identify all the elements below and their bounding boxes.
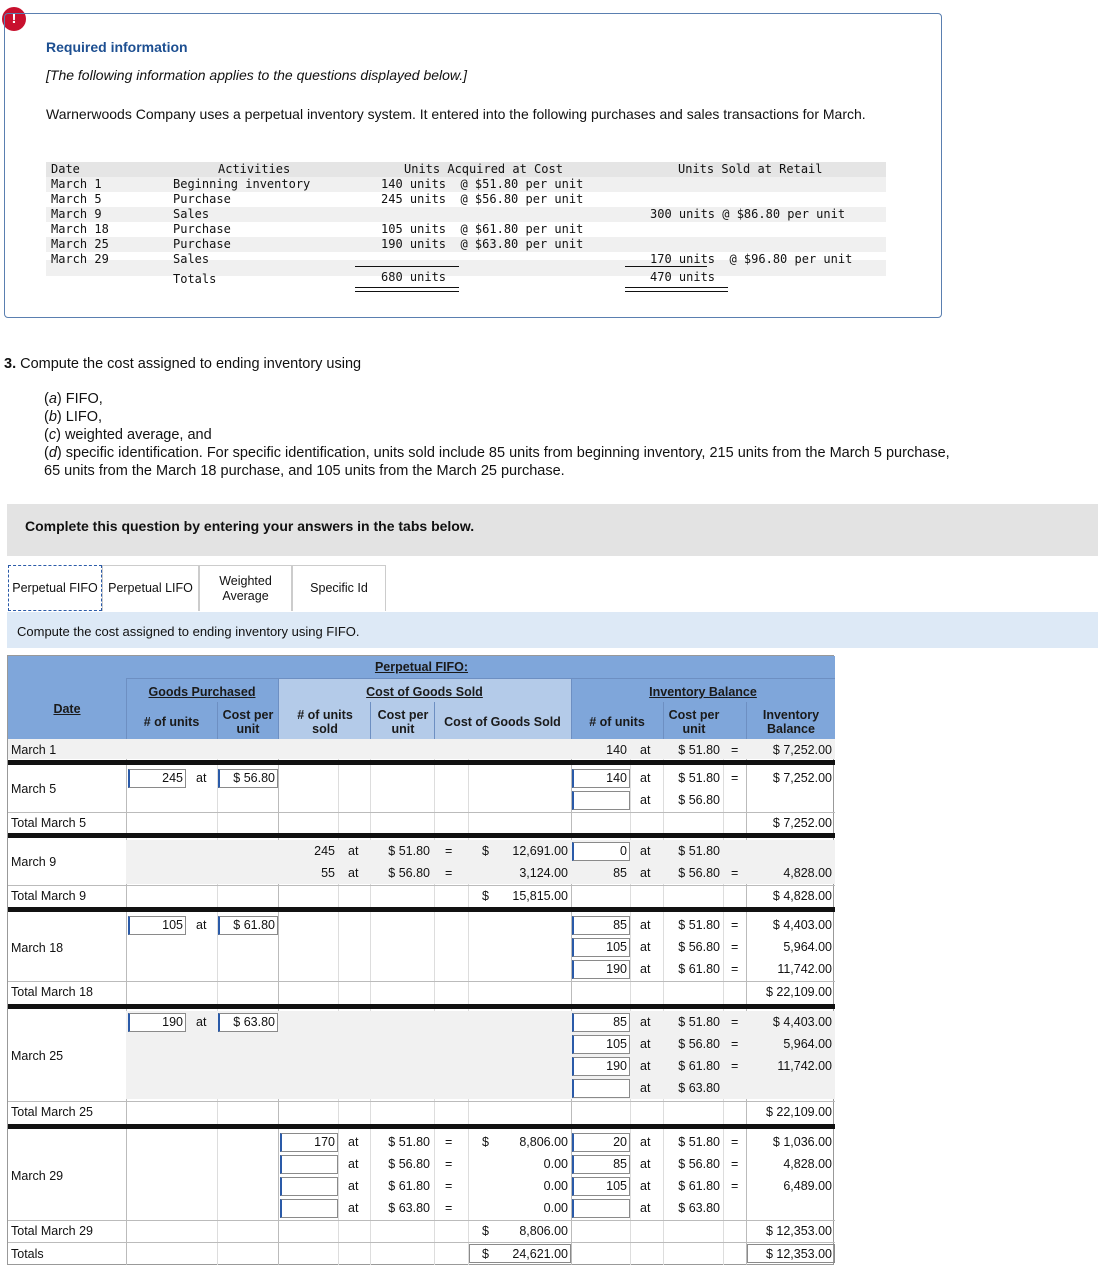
fifo-worksheet: Perpetual FIFO: Goods Purchased Cost of Goods Sold Inventory Balance Date # of units Cost per unit # of units sold Cost per unit Cost of Goods Sold # of units Cost per unit Inventory Balance March 1 140 at $ 51.80 = $ 7,252.00 March 5 245 at $ 56.80 140 at $ 51.80 = $ 7,252.00 at $ 56.80 Total March 5 $ 7,252.00 March 9 245 at $ 51.80 = $ 12,691.00 55 at $ 56.80 = 3,124.00 0 at $ 51.80 85 at $ 56.80 = 4,828.00 Total March 9 $ 15,815.00 $ 4,828.00 March 18 105 at $ 61.80 85 at $ 51.80 = $ 4,403.00 105 at $ 56.80 = 5,964.00 190 at $ 61.80 = 11,742.00 Total March 18 $ 22,109.00 March 25 190 at $ 63.80 85 at $ 51.80 = $ 4,403.00 105 at $ 56.80 = 5,964.00 190 at $ 61.80 = 11,742.00 at $ 63.80 Total March 25 $ 22,109.00 March 29 170 at $ 51.80 = $ 8,806.00 at $ 56.80 = 0.00 at $ 61.80 = 0.00 at $ 63.80 = 0.00 20 at $ 51.80 = $ 1,036.00 85 at $ 56.80 = 4,828.00 105 at $ 61.80 = 6,489.00 at $ 63.80 Total March 29 $ 8,806.00 $ 12,353.00 Totals $ 24,621.00 $ 12,353.00: [7, 655, 834, 1265]
totals-label: Totals: [173, 272, 217, 286]
totals-label: Totals: [11, 1247, 44, 1261]
row-acquired: 105 units @ $61.80 per unit: [381, 222, 584, 236]
tab-perpetual-lifo[interactable]: Perpetual LIFO: [102, 565, 199, 611]
tab-weighted-average[interactable]: Weighted Average: [199, 565, 292, 611]
group-cogs: Cost of Goods Sold: [366, 685, 483, 699]
instruction-bar: Compute the cost assigned to ending inventory using FIFO.: [7, 612, 1098, 648]
row-acquired: 140 units @ $51.80 per unit: [381, 177, 584, 191]
row-acquired: 190 units @ $63.80 per unit: [381, 237, 584, 251]
tab-perpetual-fifo[interactable]: Perpetual FIFO: [8, 565, 102, 611]
total-label: Total March 29: [11, 1224, 93, 1238]
row-date: March 1: [51, 177, 102, 191]
complete-banner: Complete this question by entering your answers in the tabs below.: [7, 504, 1098, 556]
inv-units-input[interactable]: [572, 1199, 630, 1218]
total-label: Total March 5: [11, 816, 87, 830]
totals-sold: 470 units: [650, 270, 716, 284]
row-date: March 25: [51, 237, 109, 251]
row-label: March 18: [11, 941, 64, 955]
row-label: March 29: [11, 1169, 64, 1183]
totals-acquired: 680 units: [381, 270, 447, 284]
row-sold: 300 units @ $86.80 per unit: [650, 207, 846, 221]
row-label: March 9: [11, 855, 57, 869]
row-activity: Purchase: [173, 192, 231, 206]
inv-units-input[interactable]: [572, 791, 630, 810]
row-activity: Beginning inventory: [173, 177, 311, 191]
inv-balance: $ 7,252.00: [772, 743, 832, 757]
header-activities: Activities: [218, 162, 291, 176]
alert-icon: !: [2, 7, 26, 31]
col-cogs-cost: Cost per unit: [377, 708, 429, 736]
row-label: March 25: [11, 1049, 64, 1063]
total-label: Total March 25: [11, 1105, 93, 1119]
col-inv-cost: Cost per unit: [668, 708, 720, 736]
col-gp-cost: Cost per unit: [222, 708, 274, 736]
row-label: March 5: [11, 782, 57, 796]
row-activity: Purchase: [173, 237, 231, 251]
col-inv-units: # of units: [589, 715, 645, 729]
col-inv-balance: Inventory Balance: [762, 708, 820, 736]
tab-specific-id[interactable]: Specific Id: [292, 565, 386, 611]
group-inventory: Inventory Balance: [649, 685, 757, 699]
units-sold-input[interactable]: [280, 1177, 338, 1196]
row-activity: Sales: [173, 252, 210, 266]
worksheet-title: Perpetual FIFO:: [374, 660, 469, 674]
inv-units-input[interactable]: [572, 1079, 630, 1098]
units-sold-input[interactable]: [280, 1199, 338, 1218]
question-heading: 3. Compute the cost assigned to ending inventory using: [4, 356, 362, 372]
intro-text: Warnerwoods Company uses a perpetual inventory system. It entered into the following purchases and sales transactions for March.: [46, 106, 866, 122]
col-date: Date: [53, 702, 81, 716]
group-goods-purchased: Goods Purchased: [148, 685, 256, 699]
col-units-sold: # of units sold: [297, 708, 353, 736]
row-date: March 29: [51, 252, 109, 266]
required-title: Required information: [46, 39, 188, 55]
header-acquired: Units Acquired at Cost: [404, 162, 563, 176]
row-acquired: 245 units @ $56.80 per unit: [381, 192, 584, 206]
row-date: March 9: [51, 207, 102, 221]
required-subtitle: [The following information applies to the questions displayed below.]: [46, 67, 468, 83]
question-list: (a) FIFO, (b) LIFO, (c) weighted average, and (d) specific identification. For specific identification, units sold include 85 units from beginning inventory, 215 units from the March 5 purchase, 65 units from the March 18 purchase, and 105 units from the March 25 purchase.: [44, 391, 950, 479]
header-sold: Units Sold at Retail: [678, 162, 823, 176]
units-sold-input[interactable]: [280, 1155, 338, 1174]
row-date: March 18: [51, 222, 109, 236]
row-date: March 5: [51, 192, 102, 206]
inv-units: 140: [606, 743, 627, 757]
col-gp-units: # of units: [143, 715, 200, 729]
row-activity: Sales: [173, 207, 210, 221]
col-cogs: Cost of Goods Sold: [444, 715, 561, 729]
total-label: Total March 9: [11, 889, 87, 903]
row-sold: 170 units @ $96.80 per unit: [650, 252, 853, 266]
row-activity: Purchase: [173, 222, 231, 236]
total-label: Total March 18: [11, 985, 93, 999]
header-date: Date: [51, 162, 80, 176]
row-label: March 1: [11, 743, 57, 757]
